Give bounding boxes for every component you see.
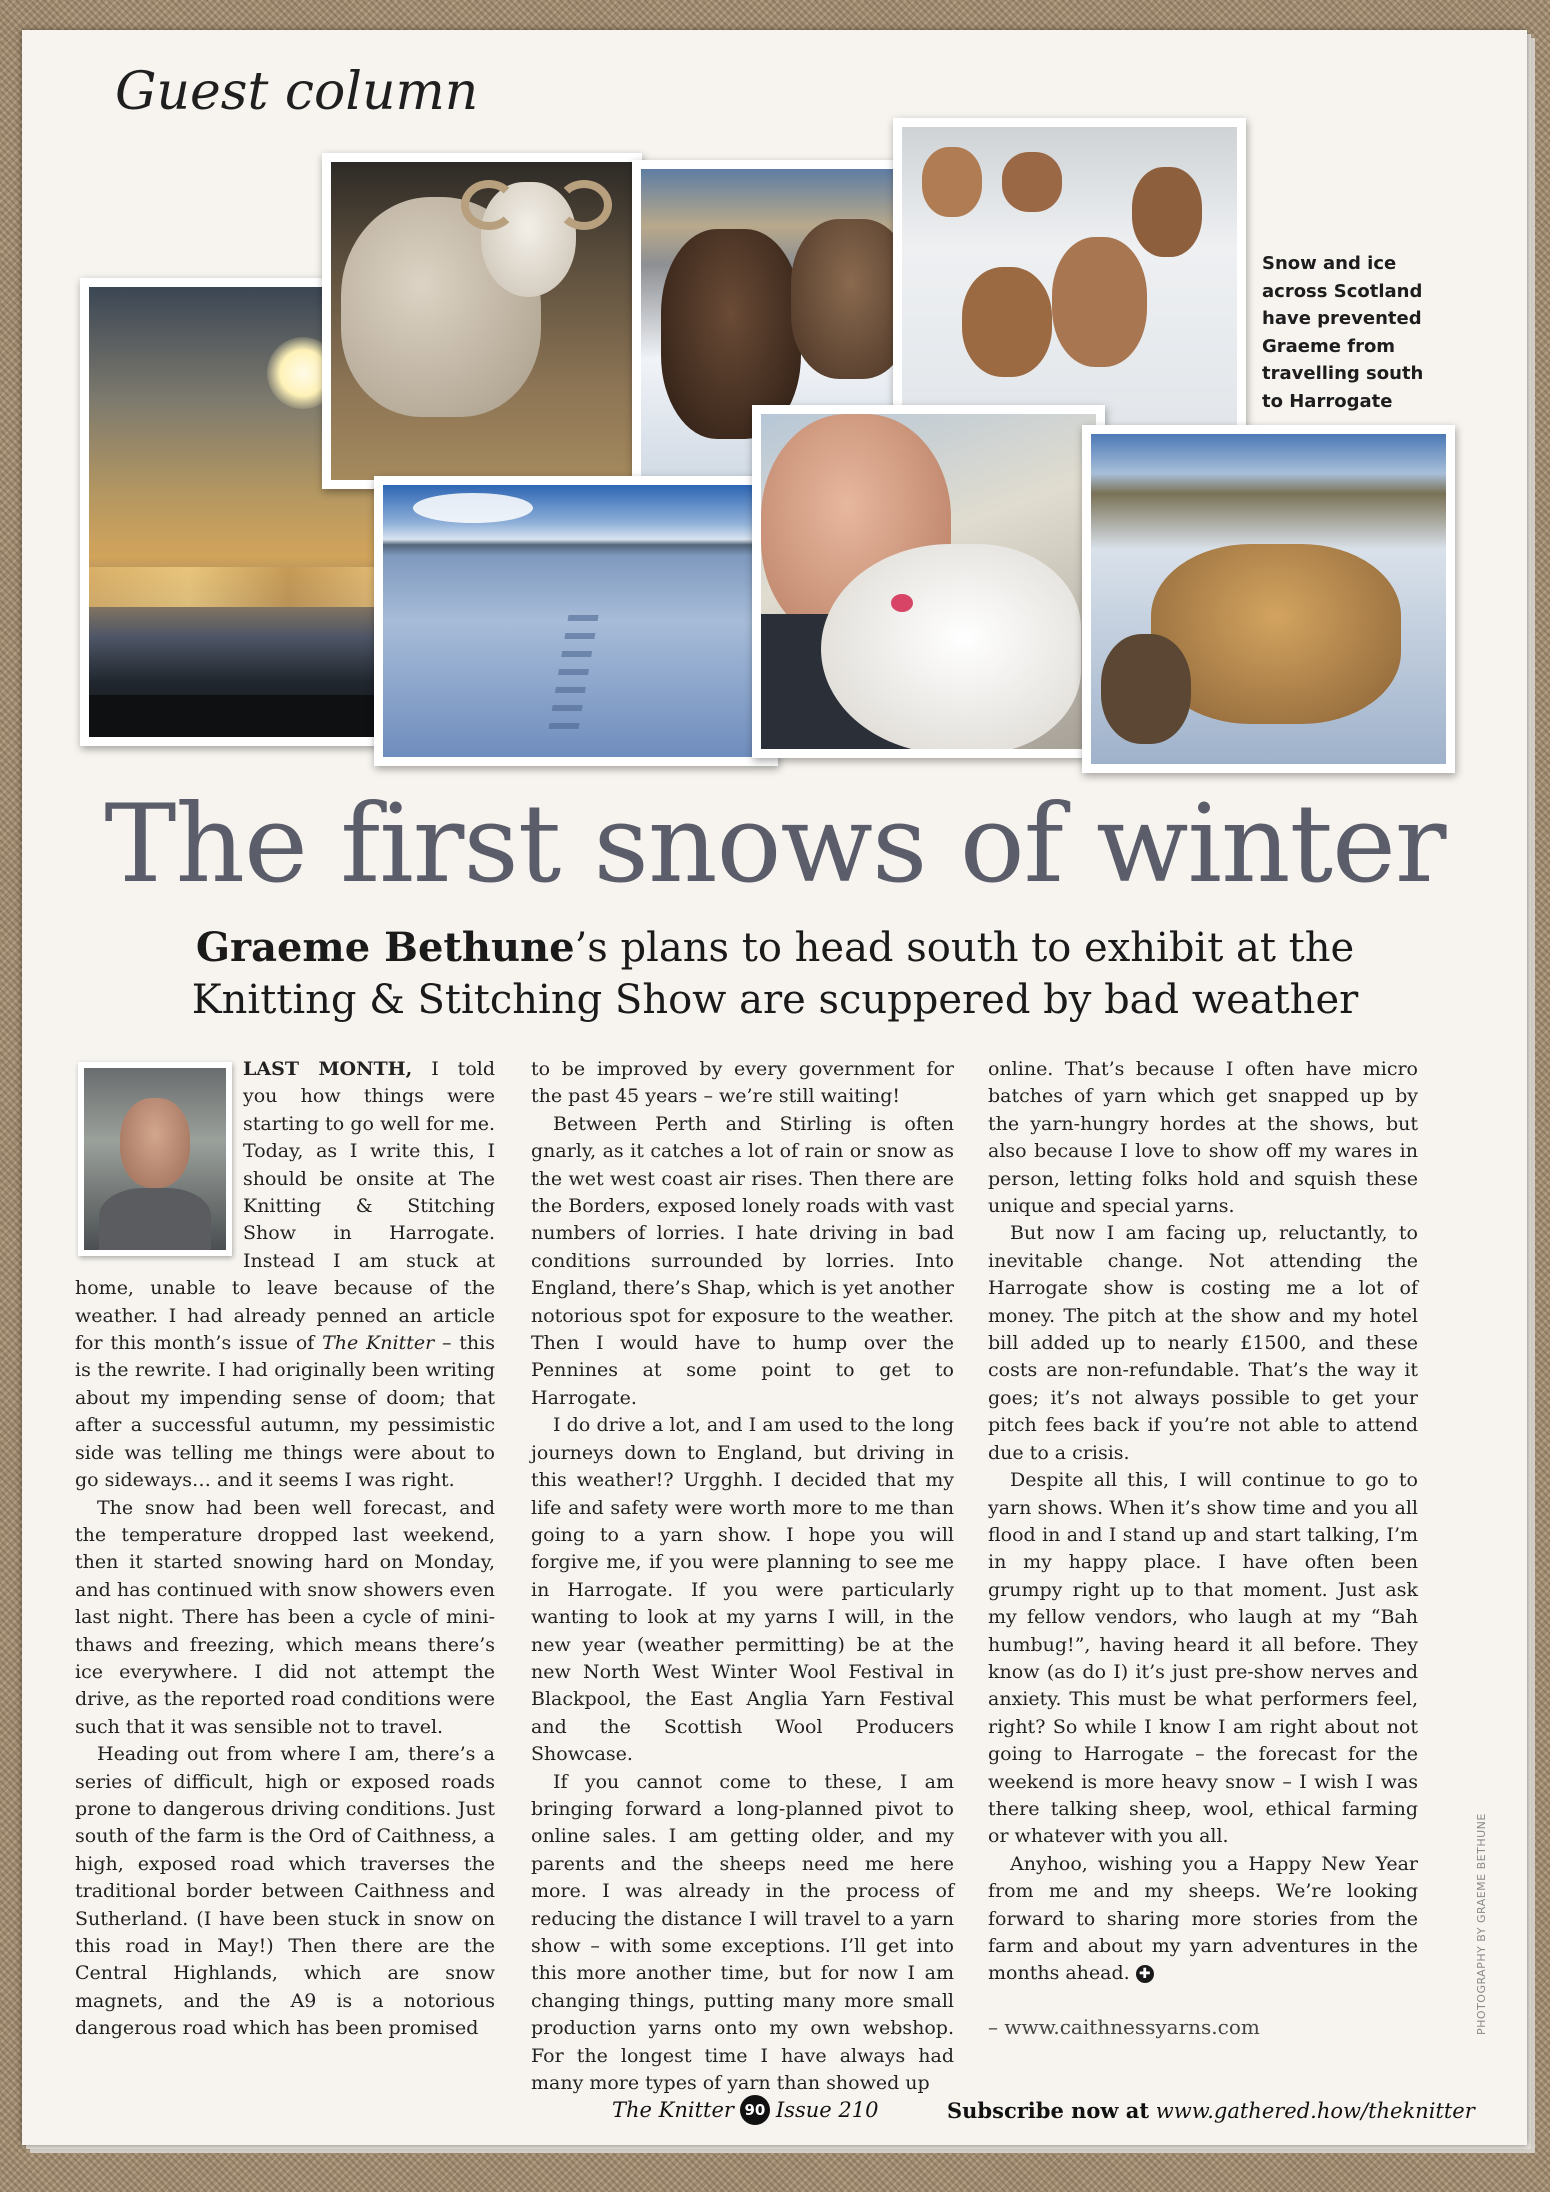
photo-selfie-with-lamb <box>752 405 1105 758</box>
article-paragraph: Between Perth and Stirling is often gnarly, as it catches a lot of rain or snow as the wet west coast air rises. Then there are the Borders, exposed lonely roads with vast numbers of lorries. I hate driving in bad conditions surrounded by lorries. Into England, there’s Shap, which is yet another notorious spot for exposure to the weather. Then I would have to hump over the Pennines at some point to get to Harrogate. <box>531 1112 954 1409</box>
article-column-1 <box>75 1056 495 2043</box>
footer-subscribe <box>947 2098 1475 2123</box>
article-paragraph: LAST MONTH, I told you how things were starting to go well for me. Today, as I write this, I should be onsite at The Knitting & Stitching Show in Harrogate. Instead I am stuck at home, unable to leave because of the weather. I had already penned an article for this month’s issue of The Knitter – this is the rewrite. I had originally been writing about my impending sense of doom; that after a successful autumn, my pessimistic side was telling me things were about to go sideways… and it seems I was right. <box>75 1058 495 1492</box>
photo-flock-in-snow <box>893 118 1246 436</box>
article-paragraph: If you cannot come to these, I am bringing forward a long-planned pivot to online sales. I am getting older, and my parents and the sheeps need me here more. I was already in the process of reducing the distance I will travel to a yarn show – with some exceptions. I’ll get into this more another time, but for now I am changing things, putting many more small production yarns onto my own webshop. For the longest time I have always had many more types of yarn than showed up <box>531 1770 954 2095</box>
page-number: 90 <box>740 2095 770 2125</box>
article-paragraph: online. That’s because I often have micro batches of yarn which get snapped up by the yarn-hungry hordes at the shows, but also because I love to show off my wares in person, letting folks hold and squish these unique and special yarns. <box>988 1058 1418 1218</box>
article-column-2 <box>531 1056 954 2097</box>
section-label: Guest column <box>115 62 479 122</box>
footer-issue <box>612 2095 878 2125</box>
article-column-3 <box>988 1056 1418 2041</box>
photo-flock-feeding <box>1082 425 1455 773</box>
subscribe-prefix: Subscribe now at <box>947 2098 1150 2123</box>
standfirst-line1: ’s plans to head south to exhibit at the <box>574 925 1355 971</box>
lead-in: LAST MONTH, <box>243 1058 413 1080</box>
article-paragraph: I do drive a lot, and I am used to the long journeys down to England, but driving in this weather!? Urgghh. I decided that my life and safety were worth more to me than going to a yarn show. I hope you will forgive me, if you were planning to see me in Harrogate. If you were particularly wanting to look at my yarns I will, in the new year (weather permitting) be at the new North West Winter Wool Festival in Blackpool, the East Anglia Yarn Festival and the Scottish Wool Producers Showcase. <box>531 1414 954 1766</box>
article-paragraph: Despite all this, I will continue to go to yarn shows. When it’s show time and you all flood in and I stand up and start talking, I’m in my happy place. I have often been grumpy right up to that moment. Just ask my fellow vendors, who laugh at my “Bah humbug!”, having heard it all before. They know (as do I) it’s just pre-show nerves and anxiety. This must be what performers feel, right? So while I know I am right about not going to Harrogate – the forecast for the weekend is more heavy snow – I wish I was there talking sheep, wool, ethical farming or whatever with you all. <box>988 1469 1418 1848</box>
photo-ewe-in-barn <box>322 153 642 489</box>
article-paragraph: The snow had been well forecast, and the temperature dropped last weekend, then it started snowing hard on Monday, and has continued with snow showers even last night. There has been a cycle of mini-thaws and freezing, which means there’s ice everywhere. I did not attempt the drive, as the reported road conditions were such that it was sensible not to travel. <box>75 1496 495 1738</box>
magazine-title: The Knitter <box>322 1332 435 1355</box>
author-name: Graeme Bethune <box>195 924 575 971</box>
author-photo-spacer <box>75 1056 243 1272</box>
headline: The first snows of winter <box>104 782 1446 907</box>
subscribe-url[interactable]: www.gathered.how/theknitter <box>1155 2099 1475 2123</box>
standfirst-line2: Knitting & Stitching Show are scuppered by bad weather <box>191 977 1359 1023</box>
article-paragraph: Heading out from where I am, there’s a series of difficult, high or exposed roads prone to dangerous driving conditions. Just south of the farm is the Ord of Caithness, a high, exposed road which traverses the traditional border between Caithness and Sutherland. (I have been stuck in snow on this road in May!) Then there are the Central Highlands, which are snow magnets, and the A9 is a notorious dangerous road which has been promised <box>75 1743 495 2040</box>
article-paragraph: Anyhoo, wishing you a Happy New Year from me and my sheeps. We’re looking forward to sharing more stories from the farm and about my yarn adventures in the months ahead. ✚ <box>988 1852 1418 1985</box>
article-paragraph: to be improved by every government for the past 45 years – we’re still waiting! <box>531 1058 954 1108</box>
article-paragraph: But now I am facing up, reluctantly, to inevitable change. Not attending the Harrogate show is costing me a lot of money. The pitch at the show and my hotel bill added up to nearly £1500, and these costs are non-refundable. That’s the way it goes; it’s not always possible to get your pitch fees back if you’re not able to attend due to a crisis. <box>988 1222 1418 1464</box>
standfirst <box>0 922 1550 1026</box>
photo-caption: Snow and ice across Scotland have prevented Graeme from travelling south to Harrogate <box>1262 253 1424 412</box>
end-mark-icon: ✚ <box>1136 1965 1154 1983</box>
footer-magazine: The Knitter <box>612 2098 734 2122</box>
photo-snowy-field-tracks <box>374 476 778 766</box>
footer-issue-number: Issue 210 <box>775 2098 879 2122</box>
photo-credit: PHOTOGRAPHY BY GRAEME BETHUNE <box>1475 1813 1488 2035</box>
website-link[interactable]: – www.caithnessyarns.com <box>988 2014 1260 2039</box>
